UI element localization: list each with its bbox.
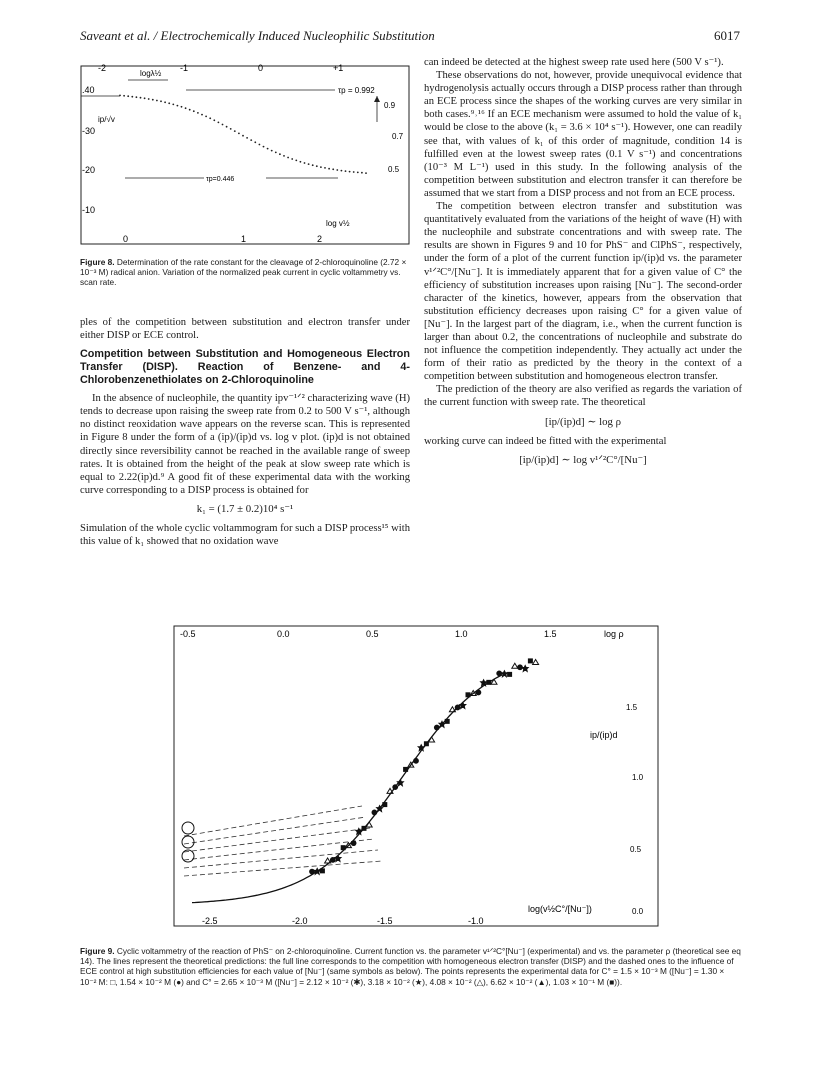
fig8-data-point	[316, 165, 318, 167]
fig8-data-point	[242, 135, 244, 137]
fig9-bottom-tick: -1.5	[377, 916, 393, 926]
fig8-bottom-tick: 1	[241, 234, 247, 244]
fig9-data-point	[393, 785, 398, 790]
fig8-data-point	[254, 141, 256, 143]
right-paragraph-3: The competition between electron transfer and substitution was quantitatively evaluated from the variations of the height of wave (H) with the nucleophile and substrate concentrations and with sweep rate. The results are shown in Figures 9 and 10 for PhS⁻ and ClPhS⁻, respectively, under the form of a plot of the current function ip/(ip)d vs. the parameter v¹ᐟ²C°/[Nu⁻]. It is immediately apparent that for a given value of C° the efficiency of substitution increases upon raising [Nu⁻]. The second-order character of the kinetics, however, appears from the observation that substitution efficiency decreases upon raising C° for a given value of [Nu⁻]. In the largest part of the diagram, i.e., when the current function is larger than about 0.2, the concentrations of nucleophile and substrate do not influence the competition independently. They actually act under the form of their ratio as predicted by the theory in the context of a competition between substitution and homogeneous electron transfer.	[424, 201, 742, 383]
fig9-data-point	[512, 663, 518, 668]
fig8-data-point	[287, 157, 289, 159]
fig9-data-point	[404, 767, 408, 771]
fig9-data-point	[528, 659, 532, 663]
fig8-data-point	[259, 144, 261, 146]
fig8-bottom-tick: 2	[317, 234, 323, 244]
fig9-data-point	[397, 780, 403, 786]
fig8-top-tick: -1	[180, 63, 189, 73]
fig9-data-point	[330, 858, 335, 863]
fig9-data-point	[449, 707, 455, 712]
figure-9-caption-text: Cyclic voltammetry of the reaction of PhS⁻ on 2-chloroquinoline. Current function vs. the parameter v¹ᐟ²C°[Nu⁻] (experimental) and vs. the parameter ρ (theoretical see eq 14). The lines represent the theoretical predictions: the full line corresponds to the competition with homogeneous electron transfer (DISP) and the dashed ones to the influence of ECE control at high substitution efficiencies for each value of [Nu⁻] (same symbols as below). The points represents the experimental data for C° = 1.5 × 10⁻³ M ([Nu⁻] = 1.30 × 10⁻² M: □, 1.54 × 10⁻² M (●) and C° = 2.65 × 10⁻³ M ([Nu⁻] = 2.12 × 10⁻² (✱), 3.18 × 10⁻² (★), 4.08 × 10⁻² (△), 6.62 × 10⁻² (▲), 1.03 × 10⁻¹ M (■)).	[80, 946, 741, 987]
fig8-data-point	[291, 158, 293, 160]
fig9-data-point	[481, 680, 487, 686]
fig9-bottom-axis-label: log(v½C°/[Nu⁻])	[528, 904, 592, 914]
fig8-data-point	[136, 96, 138, 98]
fig8-data-point	[160, 100, 162, 102]
fig9-data-point	[466, 693, 470, 697]
fig8-data-point	[263, 146, 265, 148]
fig9-data-point	[414, 758, 419, 763]
fig8-data-points	[119, 95, 367, 175]
left-paragraph-2: In the absence of nucleophile, the quantity ipv⁻¹ᐟ² characterizing wave (H) tends to decrease upon raising the sweep rate from 0.2 to 500 V s⁻¹, although no distinct reoxidation wave appears on the reverse scan. This is represented in Figure 8 under the form of a (ip)/(ip)d vs. log v plot. (ip)d is not obtained directly since reversibility cannot be reached in the available range of sweep rates. It is obtained from the height of the peak at slow sweep rate which is equal to 2.22(ip)d.⁹ A good fit of these experimental data with the working curve corresponding to a DISP process is obtained for	[80, 393, 410, 496]
fig8-right-ticks	[384, 101, 404, 174]
fig8-data-point	[193, 110, 195, 112]
fig9-data-point	[533, 659, 539, 664]
fig8-data-point	[164, 101, 166, 103]
page-number: 6017	[714, 28, 740, 43]
fig9-right-tick: 1.5	[626, 703, 638, 712]
running-title: Saveant et al. / Electrochemically Induced Nucleophilic Substitution	[80, 28, 435, 43]
fig9-ece-line	[184, 806, 362, 836]
fig8-data-point	[246, 137, 248, 139]
fig9-data-point	[522, 665, 528, 671]
fig9-data-point	[501, 671, 507, 677]
right-paragraph-5: working curve can indeed be fitted with the experimental	[424, 435, 667, 447]
fig9-circled-marker	[182, 836, 194, 848]
fig8-right-tick: 0.9	[384, 101, 396, 110]
fig8-data-point	[127, 95, 129, 97]
fig8-left-tick: -20	[82, 165, 96, 175]
fig9-data-point	[460, 702, 466, 708]
fig8-top-tick: +1	[333, 63, 344, 73]
fig8-data-point	[332, 168, 334, 170]
fig8-data-point	[283, 155, 285, 157]
fig8-data-point	[324, 167, 326, 169]
fig8-data-point	[218, 122, 220, 124]
fig8-data-point	[148, 98, 150, 100]
fig9-bottom-tick: -2.5	[202, 916, 218, 926]
fig9-data-point	[335, 855, 341, 861]
fig8-left-ticks	[82, 85, 95, 215]
fig9-y-label: ip/(ip)d	[590, 730, 618, 740]
fig8-left-tick: -10	[82, 205, 96, 215]
fig8-data-point	[181, 106, 183, 108]
fig8-data-point	[205, 116, 207, 118]
fig9-ece-line	[184, 861, 382, 876]
fig9-top-tick: 0.5	[366, 629, 379, 639]
fig8-top-axis-label: logλ½	[140, 69, 162, 78]
fig8-data-point	[197, 112, 199, 114]
fig9-data-point	[445, 719, 449, 723]
fig9-data-point	[320, 869, 324, 873]
section-heading: Competition between Substitution and Homogeneous Electron Transfer (DISP). Reaction of Benzene- and 4-Chlorobenzenethiolates on 2-Chloroquinoline	[80, 348, 410, 387]
fig9-data-point	[372, 810, 377, 815]
fig8-data-point	[267, 148, 269, 150]
fig8-top-ticks	[98, 63, 343, 73]
fig8-data-point	[271, 150, 273, 152]
fig8-data-point	[250, 139, 252, 141]
equation-log-rho: [ip/(ip)d] ∼ log ρ	[545, 415, 621, 428]
right-paragraph-4: The prediction of the theory are also verified as regards the variation of the current function with sweep rate. The theoretical	[424, 384, 742, 409]
equation-k1: k₁ = (1.7 ± 0.2)10⁴ s⁻¹	[196, 502, 294, 515]
fig8-data-point	[131, 96, 133, 98]
fig9-data-point	[418, 745, 424, 751]
fig8-data-point	[275, 152, 277, 154]
fig8-data-point	[144, 97, 146, 99]
figure-8	[80, 60, 412, 252]
fig9-data-points	[182, 659, 539, 874]
fig9-bottom-ticks	[202, 916, 484, 926]
fig9-data-point	[476, 690, 481, 695]
fig8-left-tick: -30	[82, 126, 96, 136]
fig8-data-point	[140, 97, 142, 99]
fig9-circled-marker	[182, 822, 194, 834]
fig8-annot-low: τp=0.446	[206, 176, 235, 183]
fig8-data-point	[230, 128, 232, 130]
fig8-data-point	[345, 170, 347, 172]
fig8-right-tick: 0.5	[388, 165, 400, 174]
fig9-top-tick: -0.5	[180, 629, 196, 639]
fig8-data-point	[152, 99, 154, 101]
fig9-bottom-tick: -1.0	[468, 916, 484, 926]
fig8-data-point	[226, 126, 228, 128]
fig8-data-point	[189, 109, 191, 111]
fig8-data-point	[336, 169, 338, 171]
fig8-top-tick: 0	[258, 63, 264, 73]
fig9-data-point	[341, 846, 345, 850]
fig9-top-tick: 0.0	[277, 629, 290, 639]
fig8-data-point	[328, 168, 330, 170]
fig8-y-label: ip/√v	[98, 115, 115, 124]
fig8-data-point	[156, 100, 158, 102]
fig8-data-point	[300, 161, 302, 163]
fig9-data-point	[383, 803, 387, 807]
fig8-data-point	[304, 162, 306, 164]
fig8-data-point	[279, 153, 281, 155]
fig9-top-tick: 1.0	[455, 629, 468, 639]
fig8-data-point	[222, 124, 224, 126]
fig9-right-tick: 0.5	[630, 845, 642, 854]
equation-log-v: [ip/(ip)d] ∼ log v¹ᐟ²C°/[Nu⁻]	[519, 453, 647, 466]
fig9-right-tick: 1.0	[632, 773, 644, 782]
fig9-data-point	[508, 672, 512, 676]
fig8-data-point	[357, 172, 359, 174]
fig9-data-point	[351, 841, 356, 846]
fig8-data-point	[185, 107, 187, 109]
fig9-data-point	[487, 680, 491, 684]
figure-9-caption	[80, 946, 742, 987]
figure-9	[172, 620, 662, 936]
figure-8-caption	[80, 257, 410, 288]
fig9-ece-line	[184, 850, 378, 868]
fig9-data-point	[434, 725, 439, 730]
fig8-data-point	[312, 164, 314, 166]
fig8-top-tick: -2	[98, 63, 107, 73]
fig8-data-point	[320, 166, 322, 168]
left-column	[80, 316, 410, 548]
fig9-data-point	[362, 826, 366, 830]
fig9-bottom-tick: -2.0	[292, 916, 308, 926]
fig8-bottom-ticks	[123, 234, 322, 244]
figure-9-caption-label: Figure 9.	[80, 946, 115, 956]
fig8-data-point	[119, 95, 121, 97]
fig8-data-point	[295, 160, 297, 162]
right-paragraph-1: can indeed be detected at the highest sweep rate used here (500 V s⁻¹).	[424, 57, 724, 68]
fig8-data-point	[213, 119, 215, 121]
fig9-right-ticks	[626, 703, 644, 916]
figure-8-caption-label: Figure 8.	[80, 257, 115, 267]
fig8-data-point	[172, 104, 174, 106]
fig9-right-tick: 0.0	[632, 907, 644, 916]
fig8-left-tick: .40	[82, 85, 95, 95]
fig9-data-point	[424, 742, 428, 746]
right-column	[424, 56, 742, 473]
fig8-data-point	[365, 172, 367, 174]
fig8-data-point	[177, 105, 179, 107]
figure-8-caption-text: Determination of the rate constant for the cleavage of 2-chloroquinoline (2.72 × 10⁻³ M) radical anion. Variation of the normalized peak current in cyclic voltammetry vs. scan rate.	[80, 257, 407, 288]
fig8-data-point	[349, 171, 351, 173]
fig8-data-point	[168, 102, 170, 104]
fig8-data-point	[341, 170, 343, 172]
fig8-data-point	[209, 117, 211, 119]
left-paragraph-1: ples of the competition between substitution and electron transfer under either DISP or ECE control.	[80, 317, 410, 342]
fig9-data-point	[455, 705, 460, 710]
fig8-data-point	[238, 133, 240, 135]
fig8-data-point	[234, 130, 236, 132]
fig9-frame	[174, 626, 658, 926]
fig8-right-tick: 0.7	[392, 132, 404, 141]
fig8-data-point	[308, 163, 310, 165]
fig9-top-tick: 1.5	[544, 629, 557, 639]
right-paragraph-2: These observations do not, however, provide unequivocal evidence that hydrogenolysis actually occurs through a DISP process rather than through an ECE process since the shapes of the working curves are very similar in both cases.⁹˒¹⁶ If an ECE mechanism were assumed to hold the value of k₁ would be close to the above (k₁ = 3.6 × 10⁴ s⁻¹). However, one can readily see that, with values of k₁ of this order of magnitude, condition 14 is fulfilled even at the lowest sweep rates (0.1 V s⁻¹) and concentrations (10⁻³ M L⁻¹) used in this study. In the following analysis of the competition between substitution and electron transfer it can therefore be assumed that we start from a DISP process and not from an ECE process.	[424, 70, 742, 199]
left-paragraph-3: Simulation of the whole cyclic voltammogram for such a DISP process¹⁵ with this value of k₁ showed that no oxidation wave	[80, 523, 410, 548]
fig8-annot-high: τp = 0.992	[338, 86, 375, 95]
fig8-bottom-tick: 0	[123, 234, 129, 244]
fig8-data-point	[353, 171, 355, 173]
fig9-data-point	[325, 858, 331, 863]
fig8-data-point	[123, 95, 125, 97]
fig8-data-point	[201, 114, 203, 116]
fig9-top-ticks	[180, 629, 557, 639]
fig9-data-point	[497, 671, 502, 676]
fig8-bottom-axis-label: log v½	[326, 219, 350, 228]
fig8-data-point	[361, 172, 363, 174]
fig9-top-axis-label: log ρ	[604, 629, 624, 639]
